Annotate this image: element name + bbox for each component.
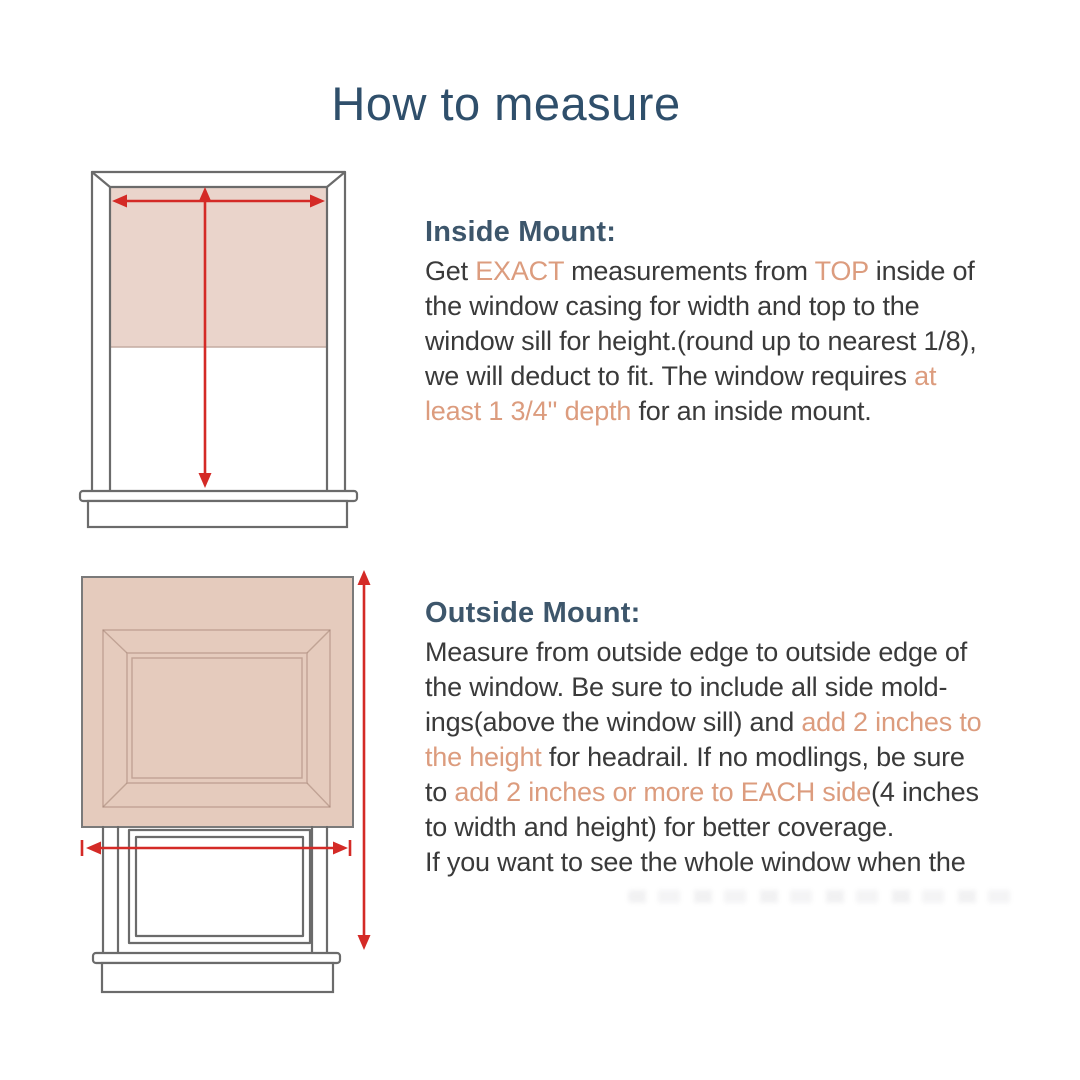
window-sill — [93, 953, 340, 992]
accent-text: TOP — [814, 256, 869, 286]
text-line — [425, 324, 977, 359]
text-segment: window sill for height.(round up to nearest 1/8), — [425, 326, 977, 356]
text-segment: measurements from — [563, 256, 815, 286]
text-line — [425, 775, 981, 810]
accent-text: add 2 inches to — [801, 707, 982, 737]
accent-text: EXACT — [475, 256, 564, 286]
text-segment: for an inside mount. — [631, 396, 872, 426]
accent-text: the height — [425, 742, 542, 772]
window-sill — [80, 491, 357, 527]
text-line — [425, 845, 981, 880]
text-segment: (4 inches — [871, 777, 979, 807]
text-segment: Get — [425, 256, 476, 286]
text-line — [425, 394, 977, 429]
window-shade — [110, 188, 327, 347]
outside-mount-section — [425, 595, 981, 880]
inside-mount-section — [425, 214, 977, 429]
faded-text-remnant — [628, 890, 1013, 903]
text-segment: for headrail. If no modlings, be sure — [541, 742, 965, 772]
text-segment: the window casing for width and top to the — [425, 291, 920, 321]
text-line — [425, 705, 981, 740]
height-measure-arrow — [358, 570, 371, 950]
text-segment: the window. Be sure to include all side mold- — [425, 672, 948, 702]
window-frame — [103, 827, 327, 953]
text-line — [425, 289, 977, 324]
outside-mount-window-diagram — [60, 558, 380, 1000]
text-segment: we will deduct to fit. The window requires — [425, 361, 915, 391]
text-line — [425, 670, 981, 705]
accent-text: add 2 inches or more to EACH side — [454, 777, 872, 807]
window-shade — [82, 577, 353, 827]
page-title: How to measure — [331, 77, 681, 130]
text-line — [425, 810, 981, 845]
text-segment: Measure from outside edge to outside edge of — [425, 637, 968, 667]
inside-mount-window-diagram — [60, 160, 370, 540]
text-line — [425, 635, 981, 670]
text-segment: inside of — [868, 256, 975, 286]
text-line — [425, 254, 977, 289]
accent-text: least 1 3/4'' depth — [425, 396, 632, 426]
text-segment: If you want to see the whole window when the — [425, 847, 966, 877]
text-segment: to — [425, 777, 455, 807]
text-segment: to width and height) for better coverage. — [425, 812, 895, 842]
inside-mount-heading: Inside Mount: — [425, 216, 617, 248]
text-line — [425, 740, 981, 775]
outside-mount-heading: Outside Mount: — [425, 597, 641, 629]
accent-text: at — [914, 361, 937, 391]
text-line — [425, 359, 977, 394]
text-segment: ings(above the window sill) and — [425, 707, 802, 737]
